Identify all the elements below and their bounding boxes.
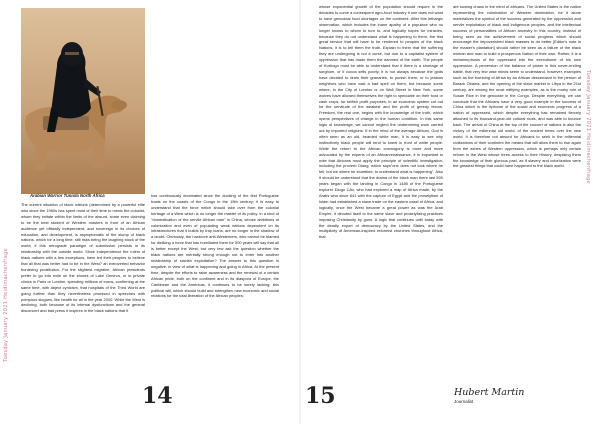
photo-caption: Arabian Warrior Tuniola North Africa (30, 193, 105, 198)
article-column-3: whose exponential growth of the population should require in the decades to come a consequent agro-food industry if one does not want to have genocidal food shortages on the continent. After this lethargic observation, which includes the inane apathy of a populace who no longer knows to whom to turn to, and logically hopes for miracles, because they do not understand what is happening to them, the first great service that will have to be rendered to peoples of the black Nations, it is to tell them the truth. Explain to them that the suffering they are undergoing is not a curse, but due to a capitalist system of oppression that has made them the damned of the earth. The people of Korhogo must be able to understand that if there is a shortage of sorghum, or if cocoa sells poorly, it is not always because the gods have decided to drain their granaries, to punish them, or to jealous neighbors who have cast a bad spell on them, but because some where, in the City of London or on Wall Street in New York, some wolves have allowed themselves the right to speculate on their food or cash crops, for selfish profit purposes, in an economic system cut out for the servitude of the weakest and the profit of greedy felons. Freedom, the real one, begins with the knowledge of the truth, which opens perspectives of change in the human condition. In this same logic of knowledge, we cannot neglect the undermining work carried out by imported religions. If in the mind of the average African, God is often seen as an old, bearded white man, it is easy to see why instinctively black people will tend to kneel in front of white people. While the return to the African cosmogony is more and more advocated by the experts of an Africanrenaissance, it is important to note that Africans must apply the principle of scientific investigation, including the proverb Diang, which says"one does not look where he fell, but we where he stumbled, to understand what is happening". Also it should be understood that the drama of the black man there last 500 years began with the landing in Congo in 1485 of the Portuguese explorer Diogo Cão, who had explored a map of Africa made, by the Arabs who since 641 with the capture of Egypt and the proselytism of Islam had established a slave trade on the eastern coast of Africa, and logically, once the West became a great power as was the Arab Empire, it devoted itself to the same slave and proselytizing practices imposing Christianity by guns. A logic that continues until today with the deadly export of democracy by the United States, and the multiplicity of American-inspired reformist churches throughout Africa, that (319, 4, 443, 240)
article-column-1: The current situation of black nations (determined by a powerful elite who since the 1960s has spent most of their time to mimic the colonist, whom they imitate within the limits of the absurd, some even claiming to be the best student of Western masters in front of an African audience yet officially independent, and sovereign in its choices of education, and development, is asymptomatic of the slump of black nations, which for a long time, still risks being the laughing stock of the world; if this retrograde paradigm of submission persists in its relationship with the outside world. Since independence the rulers of black nations with a few exceptions, have led their peoples to believe that all that was better had to be in the West? an extroverted behavior bordering prostitution. For the slightest migraine, African presidents prefer to go into exile on the shores of Lake Geneva, or in private clinics in Paris or London, spending millions of euros, confirming at the same time, with abject cynicism, that hospitals of the Third World are going further than they nevertheless promised in speeches with pompous slogans, like health for all in the year 2000. While the West is declining, both because of its internal dysfunctions and the general disconcert and bad press it inspires in the black nations that it (21, 202, 145, 314)
page-number-right: 15 (305, 383, 336, 409)
author-role: Journalist (454, 399, 474, 404)
page-number-left: 14 (142, 383, 173, 409)
edge-issue-label-left: Tuesday January 2021 Heidimachenfrage (3, 248, 9, 362)
article-photo (21, 8, 145, 194)
article-column-2: has continuously dominated since the docking of the first Portuguese boats on the coasts of the Congo in the 15th century; it is easy to understand that the force which should take over from the colonial heritage of a West which is no longer the master of its policy. In a kind of "domestication of the servile African man" is China, whose ambitions of colonization and even of populating weak nations dependent on its infrastructures that it builds by trap loans, are no longer in the shadow of a doubt. Obviously, the hardcore anti-Westerners, who cannot be blamed for disliking a force that has humiliated them for 500 years will say that all is better except the West; but very few ask the question whether the black nations are mentally strong enough not to enter into another relationship of slavish exploitation? The answer to this question is negative, in view of what is happening and going in Africa. At the present time, despite the efforts to raise awareness and the renewal of a certain African pride, both on the continent and in its diaspora of Europe, the Caribbean and the Americas, it continues to be sorely lacking; this political will, which should build and strengthen new economic and social relations for the total liberation of the African peoples; (151, 193, 279, 299)
author-signature: Hubert Martin (454, 387, 525, 398)
right-page (300, 0, 600, 424)
desert-warrior-image (21, 8, 145, 194)
article-column-4: are sowing chaos in the mind of africans. The United States is the nation representing the culmination of Western domination, for it alone materializes the symbol of the success generated by the oppression and servile exploitation of black and indigenous peoples, and the intellectual success of personalities of African ancestry in this country, instead of being seen as the achievement of social progress which should encourage the impoverished black masses to do better [Editor's note in the master's plantation] should rather be seen as a failure of the black woman and man to build a prosperous Nation of their own. Rather, it is a metamorphosis of the oppressed into the executioner of his own oppression. A perversion of the balance of power in this never-ending battle, that very few wise minds seem to understand, however, examples such as the bombing of Africa by an African descendant in the person of Barack Obama, and the opening of the slave market in Libya in the 21st century, are among the most edifying examples, as is the murky role of Susan Rice in the genocide in the Congo. Despite everything, we can conclude that the Africans have a very good example in the success of China which is the epitome of the social and economic progress of a nation of oppressed, which despite everything has remained fiercely attached to its thousand-year-old cultural roots, and was able to bounce back. The arrival of China at the top of the concert of nations is also the victory of the millennial old world, of the ancient times over the new world. It is therefore not absurd for Africans to seek in the millennial civilizations of their continent the means that will allow them to rise again from the ashes of Western oppression, which is perhaps only certain reform in the West whose frees access to their History, despising them the knowledge of their glorious past, as if slavery and colonization were the greatest things that could have happened to the black world. (453, 4, 581, 169)
edge-issue-label-right: Tuesday January 2021 Heidimachenfrage (585, 70, 591, 184)
